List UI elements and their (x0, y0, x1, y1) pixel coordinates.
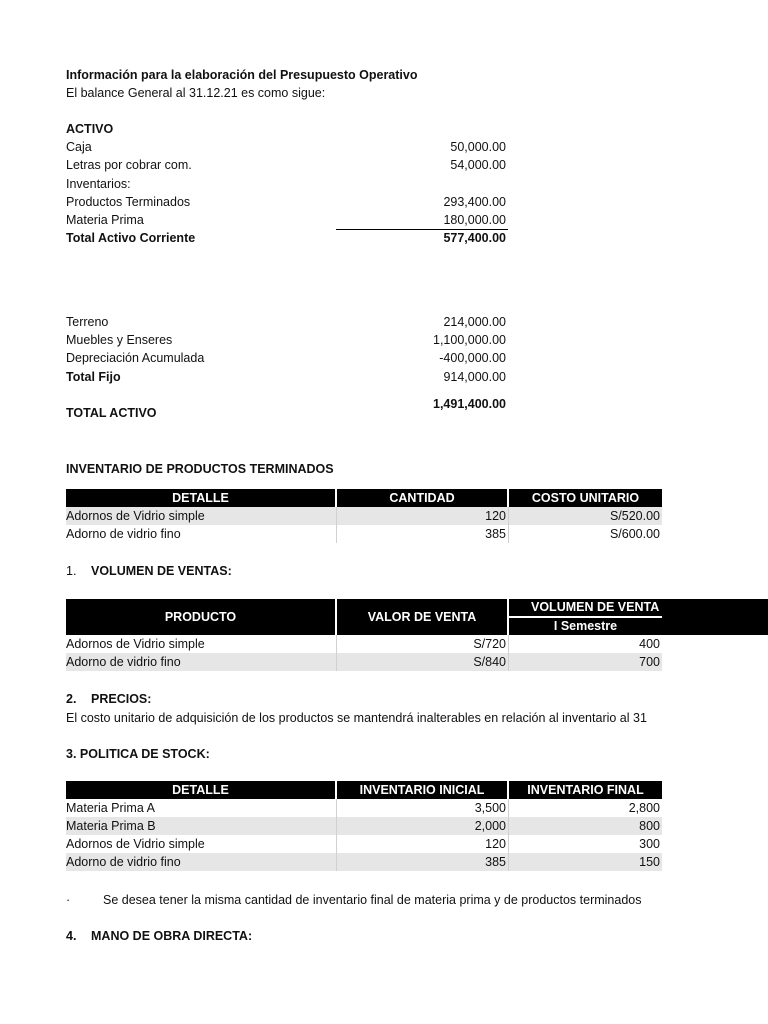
column-header-final: INVENTARIO FINAL (509, 781, 662, 799)
section-number: 2. (66, 692, 77, 706)
activo-heading: ACTIVO (66, 122, 114, 136)
activo-value: 54,000.00 (450, 158, 506, 172)
document-subtitle: El balance General al 31.12.21 es como sigue: (66, 86, 326, 100)
column-divider (508, 507, 509, 543)
stock-note: Se desea tener la misma cantidad de inventario final de materia prima y de productos terminados (103, 893, 642, 907)
column-header-detalle: DETALLE (66, 489, 335, 507)
column-divider (336, 507, 337, 543)
activo-label: Letras por cobrar com. (66, 158, 192, 172)
cell-final: 800 (639, 819, 660, 833)
cell-valor: S/720 (473, 637, 506, 651)
fijo-value: -400,000.00 (439, 351, 506, 365)
section-number: 1. (66, 564, 77, 578)
total-corriente-value: 577,400.00 (443, 231, 506, 245)
cell-final: 2,800 (628, 801, 660, 815)
document-title: Información para la elaboración del Presupuesto Operativo (66, 68, 418, 82)
column-header-volumen: VOLUMEN DE VENTA (509, 599, 662, 616)
activo-label: Productos Terminados (66, 195, 191, 209)
fijo-label: Terreno (66, 315, 109, 329)
cell-costo: S/520.00 (609, 509, 660, 523)
activo-label: Caja (66, 140, 92, 154)
cell-detalle: Materia Prima A (66, 801, 155, 815)
cell-inicial: 385 (485, 855, 506, 869)
cell-volumen: 400 (639, 637, 660, 651)
cell-final: 300 (639, 837, 660, 851)
bullet-icon: · (66, 893, 71, 907)
column-header-producto: PRODUCTO (66, 599, 335, 635)
column-divider (336, 799, 337, 871)
cell-inicial: 3,500 (474, 801, 506, 815)
activo-label: Inventarios: (66, 177, 131, 191)
total-fijo-value: 914,000.00 (443, 370, 506, 384)
cell-valor: S/840 (473, 655, 506, 669)
fijo-value: 1,100,000.00 (433, 333, 506, 347)
total-corriente-label: Total Activo Corriente (66, 231, 196, 245)
mano-obra-heading: MANO DE OBRA DIRECTA: (91, 929, 253, 943)
cell-producto: Adorno de vidrio fino (66, 655, 181, 669)
cell-cantidad: 120 (485, 509, 506, 523)
cell-producto: Adornos de Vidrio simple (66, 637, 205, 651)
cell-detalle: Adorno de vidrio fino (66, 855, 181, 869)
section-number: 4. (66, 929, 77, 943)
activo-value: 180,000.00 (443, 213, 506, 227)
column-divider (508, 799, 509, 871)
header-overflow-band (662, 599, 768, 635)
cell-detalle: Adorno de vidrio fino (66, 527, 181, 541)
column-header-inicial: INVENTARIO INICIAL (337, 781, 507, 799)
cell-detalle: Materia Prima B (66, 819, 156, 833)
cell-inicial: 2,000 (474, 819, 506, 833)
column-header-costo: COSTO UNITARIO (509, 489, 662, 507)
stock-heading: 3. POLITICA DE STOCK: (66, 747, 210, 761)
activo-label: Materia Prima (66, 213, 144, 227)
total-activo-label: TOTAL ACTIVO (66, 406, 157, 420)
cell-cantidad: 385 (485, 527, 506, 541)
fijo-label: Depreciación Acumulada (66, 351, 205, 365)
column-header-valor: VALOR DE VENTA (337, 599, 507, 635)
inventario-heading: INVENTARIO DE PRODUCTOS TERMINADOS (66, 462, 334, 476)
column-header-detalle: DETALLE (66, 781, 335, 799)
cell-volumen: 700 (639, 655, 660, 669)
cell-detalle: Adornos de Vidrio simple (66, 509, 205, 523)
column-header-semestre: I Semestre (509, 617, 662, 635)
column-divider (336, 635, 337, 671)
cell-detalle: Adornos de Vidrio simple (66, 837, 205, 851)
column-header-cantidad: CANTIDAD (337, 489, 507, 507)
activo-value: 293,400.00 (443, 195, 506, 209)
precios-text: El costo unitario de adquisición de los productos se mantendrá inalterables en relación al inventario al 31 (66, 711, 647, 725)
column-divider (508, 635, 509, 671)
total-activo-value: 1,491,400.00 (433, 397, 506, 411)
fijo-value: 214,000.00 (443, 315, 506, 329)
cell-inicial: 120 (485, 837, 506, 851)
cell-costo: S/600.00 (609, 527, 660, 541)
cell-final: 150 (639, 855, 660, 869)
activo-value: 50,000.00 (450, 140, 506, 154)
precios-heading: PRECIOS: (91, 692, 152, 706)
fijo-label: Muebles y Enseres (66, 333, 173, 347)
ventas-heading: VOLUMEN DE VENTAS: (91, 564, 232, 578)
total-fijo-label: Total Fijo (66, 370, 121, 384)
